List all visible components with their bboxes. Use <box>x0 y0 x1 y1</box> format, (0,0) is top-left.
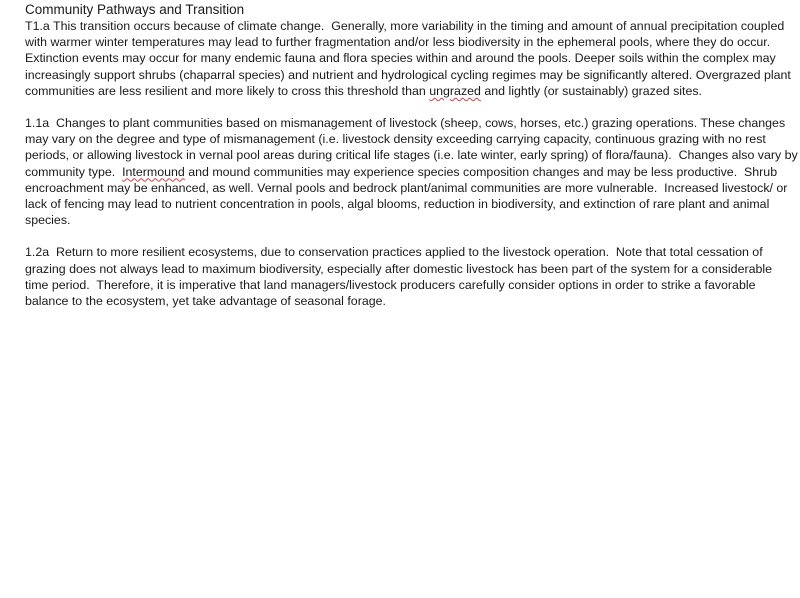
text-line: may vary on the degree and type of mismanagement (i.e. livestock density exceeding carrying capacity, continuous grazing with no rest <box>25 132 766 147</box>
text-line: species. <box>25 213 71 228</box>
text-line: Extinction events may occur for many endemic fauna and flora species within and around the pools. Deeper soils within the complex may <box>25 51 776 66</box>
text-line: lack of fencing may lead to nutrient concentration in pools, algal blooms, reduction in biodiversity, and extinction of rare plant and animal <box>25 197 770 212</box>
paragraph-1-2a <box>25 244 797 309</box>
paragraph-1-1a <box>25 115 797 228</box>
document-page <box>25 1 797 309</box>
text-segment: and mound communities may experience species composition changes and may be less productive. Shrub <box>184 164 778 179</box>
text-segment: and lightly (or sustainably) grazed sites. <box>480 83 702 98</box>
text-segment: community type. <box>25 164 123 179</box>
text-line: balance to the ecosystem, yet take advantage of seasonal forage. <box>25 294 386 309</box>
text-line: increasingly support shrubs (chaparral species) and nutrient and hydrological cycling regimes may be significantly altered. Overgrazed plant <box>25 67 791 82</box>
spellcheck-flagged-word[interactable]: Intermound <box>122 164 185 179</box>
spellcheck-flagged-word[interactable]: ungrazed <box>429 83 481 98</box>
paragraph-spacer <box>25 99 797 115</box>
section-heading: Community Pathways and Transition <box>25 2 245 17</box>
text-line: 1.1a Changes to plant communities based on mismanagement of livestock (sheep, cows, horses, etc.) grazing operations. These changes <box>25 116 786 131</box>
text-line: with warmer winter temperatures may lead to further fragmentation and/or less biodiversity in the ephemeral pools, where they do occur. <box>25 35 771 50</box>
text-line <box>25 164 797 180</box>
text-line: time period. Therefore, it is imperative that land managers/livestock producers carefully consider options in order to strike a favorable <box>25 277 756 292</box>
text-segment: communities are less resilient and more likely to cross this threshold than <box>25 83 430 98</box>
text-line: encroachment may be enhanced, as well. Vernal pools and bedrock plant/animal communities are more vulnerable. Increased livestock/ or <box>25 180 788 195</box>
text-line: grazing does not always lead to maximum biodiversity, especially after domestic livestock has been part of the system for a considerable <box>25 261 773 276</box>
text-line: periods, or allowing livestock in vernal pool areas during critical life stages (i.e. late winter, early spring) of flora/fauna). Changes also vary by <box>25 148 798 163</box>
text-line: 1.2a Return to more resilient ecosystems, due to conservation practices applied to the livestock operation. Note that total cessation of <box>25 245 763 260</box>
paragraph-t1a <box>25 18 797 99</box>
text-line <box>25 83 797 99</box>
text-line: T1.a This transition occurs because of climate change. Generally, more variability in the timing and amount of annual precipitation coupled <box>25 19 785 33</box>
paragraph-spacer <box>25 228 797 244</box>
